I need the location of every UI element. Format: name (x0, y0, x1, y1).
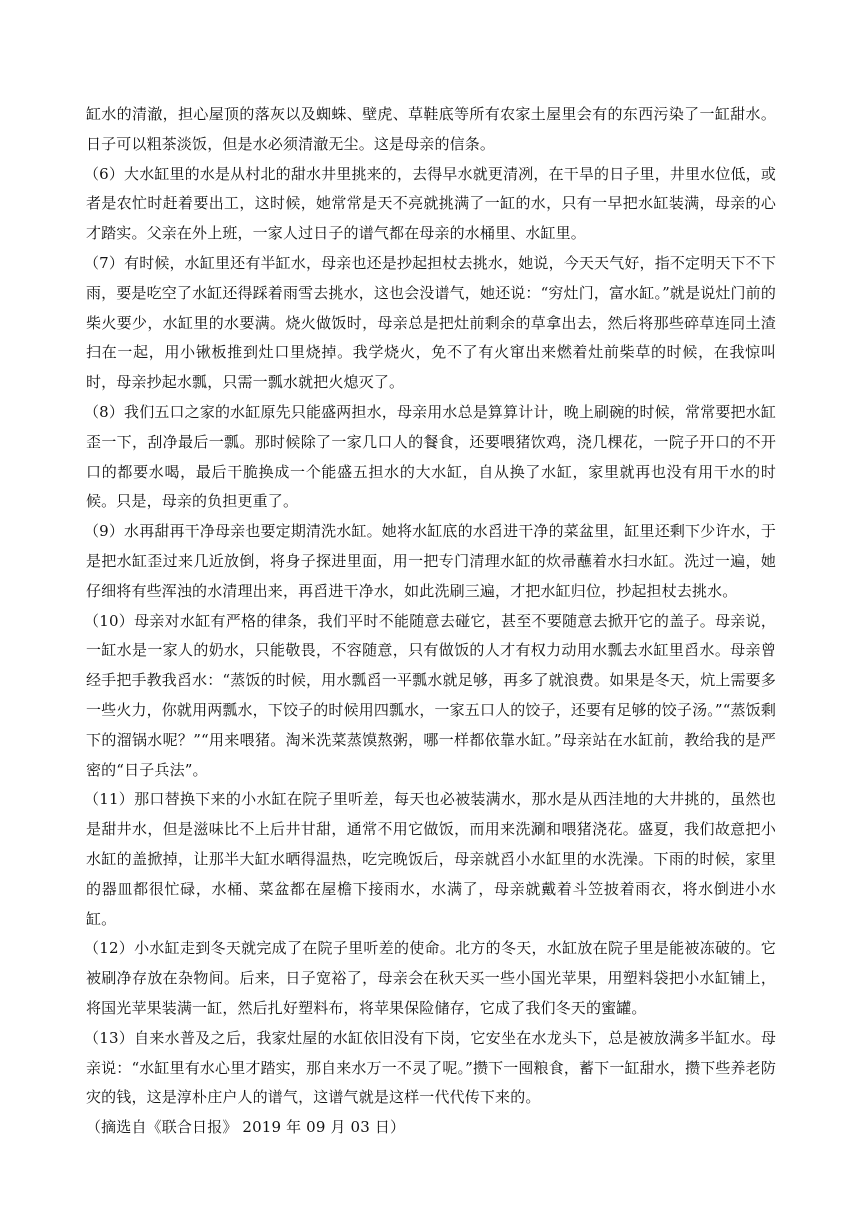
paragraph-8: （8）我们五口之家的水缸原先只能盛两担水，母亲用水总是算算计计，晚上刷碗的时候，常常要把水缸歪一下，刮净最后一瓢。那时候除了一家几口人的餐食，还要喂猪饮鸡，浇几棵花，一院子开口的不开口的都要水喝，最后干脆换成一个能盛五担水的大水缸，自从换了水缸，家里就再也没有用干水的时候。只是，母亲的负担更重了。 (84, 402, 776, 511)
article-body (86, 100, 776, 1143)
paragraph-11: （11）那口替换下来的小水缸在院子里听差，每天也必被装满水，那水是从西洼地的大井挑的，虽然也是甜井水，但是滋味比不上后井甘甜，通常不用它做饭，而用来洗涮和喂猪浇花。盛夏，我们故意把小水缸的盖掀掉，让那半大缸水晒得温热，吃完晚饭后，母亲就舀小水缸里的水洗澡。下雨的时候，家里的器皿都很忙碌，水桶、菜盆都在屋檐下接雨水，水满了，母亲就戴着斗笠披着雨衣，将水倒进小水缸。 (84, 790, 776, 928)
paragraph-10: （10）母亲对水缸有严格的律条，我们平时不能随意去碰它，甚至不要随意去掀开它的盖子。母亲说，一缸水是一家人的奶水，只能敬畏，不容随意，只有做饭的人才有权力动用水瓢去水缸里舀水。母亲曾经手把手教我舀水：“蒸饭的时候，用水瓢舀一平瓢水就足够，再多了就浪费。如果是冬天，炕上需要多一些火力，你就用两瓢水，下饺子的时候用四瓢水，一家五口人的饺子，还要有足够的饺子汤。”“蒸饭剩下的溜锅水呢？”“用来喂猪。淘米洗菜蒸馍熬粥，哪一样都依靠水缸。”母亲站在水缸前，教给我的是严密的“日子兵法”。 (84, 611, 776, 779)
paragraph-13: （13）自来水普及之后，我家灶屋的水缸依旧没有下岗，它安坐在水龙头下，总是被放满多半缸水。母亲说：“水缸里有水心里才踏实，那自来水万一不灵了呢。”攒下一囤粮食，蓄下一缸甜水，攒下些养老防灾的钱，这是淳朴庄户人的谱气，这谱气就是这样一代代传下来的。 (84, 1028, 776, 1107)
paragraph-12: （12）小水缸走到冬天就完成了在院子里听差的使命。北方的冬天，水缸放在院子里是能被冻破的。它被刷净存放在杂物间。后来，日子宽裕了，母亲会在秋天买一些小国光苹果，用塑料袋把小水缸铺上，将国光苹果装满一缸，然后扎好塑料布，将苹果保险储存，它成了我们冬天的蜜罐。 (84, 939, 776, 1017)
paragraph-6: （6）大水缸里的水是从村北的甜水井里挑来的，去得早水就更清冽，在干旱的日子里，井里水位低，或者是农忙时赶着要出工，这时候，她常常是天不亮就挑满了一缸的水，只有一早把水缸装满，母亲的心才踏实。父亲在外上班，一家人过日子的谱气都在母亲的水桶里、水缸里。 (84, 164, 776, 243)
paragraph-continued: 缸水的清澈，担心屋顶的落灰以及蜘蛛、壁虎、草鞋底等所有农家土屋里会有的东西污染了一缸甜水。日子可以粗茶淡饭，但是水必须清澈无尘。这是母亲的信条。 (86, 105, 776, 153)
paragraph-7: （7）有时候，水缸里还有半缸水，母亲也还是抄起担杖去挑水，她说，今天天气好，指不定明天下不下雨，要是吃空了水缸还得踩着雨雪去挑水，这也会没谱气，她还说：“穷灶门，富水缸。”就是说灶门前的柴火要少，水缸里的水要满。烧火做饭时，母亲总是把灶前剩余的草拿出去，然后将那些碎草连同土渣扫在一起，用小锹板推到灶口里烧掉。我学烧火，免不了有火窜出来燃着灶前柴草的时候，在我惊叫时，母亲抄起水瓢，只需一瓢水就把火熄灭了。 (84, 253, 776, 392)
paragraph-9: （9）水再甜再干净母亲也要定期清洗水缸。她将水缸底的水舀进干净的菜盆里，缸里还剩下少许水，于是把水缸歪过来几近放倒，将身子探进里面，用一把专门清理水缸的炊帚蘸着水扫水缸。洗过一遍，她仔细将有些浑浊的水清理出来，再舀进干净水，如此洗刷三遍，才把水缸归位，抄起担杖去挑水。 (84, 522, 776, 600)
source-citation: （摘选自《联合日报》 2019 年 09 月 03 日） (86, 1118, 406, 1137)
